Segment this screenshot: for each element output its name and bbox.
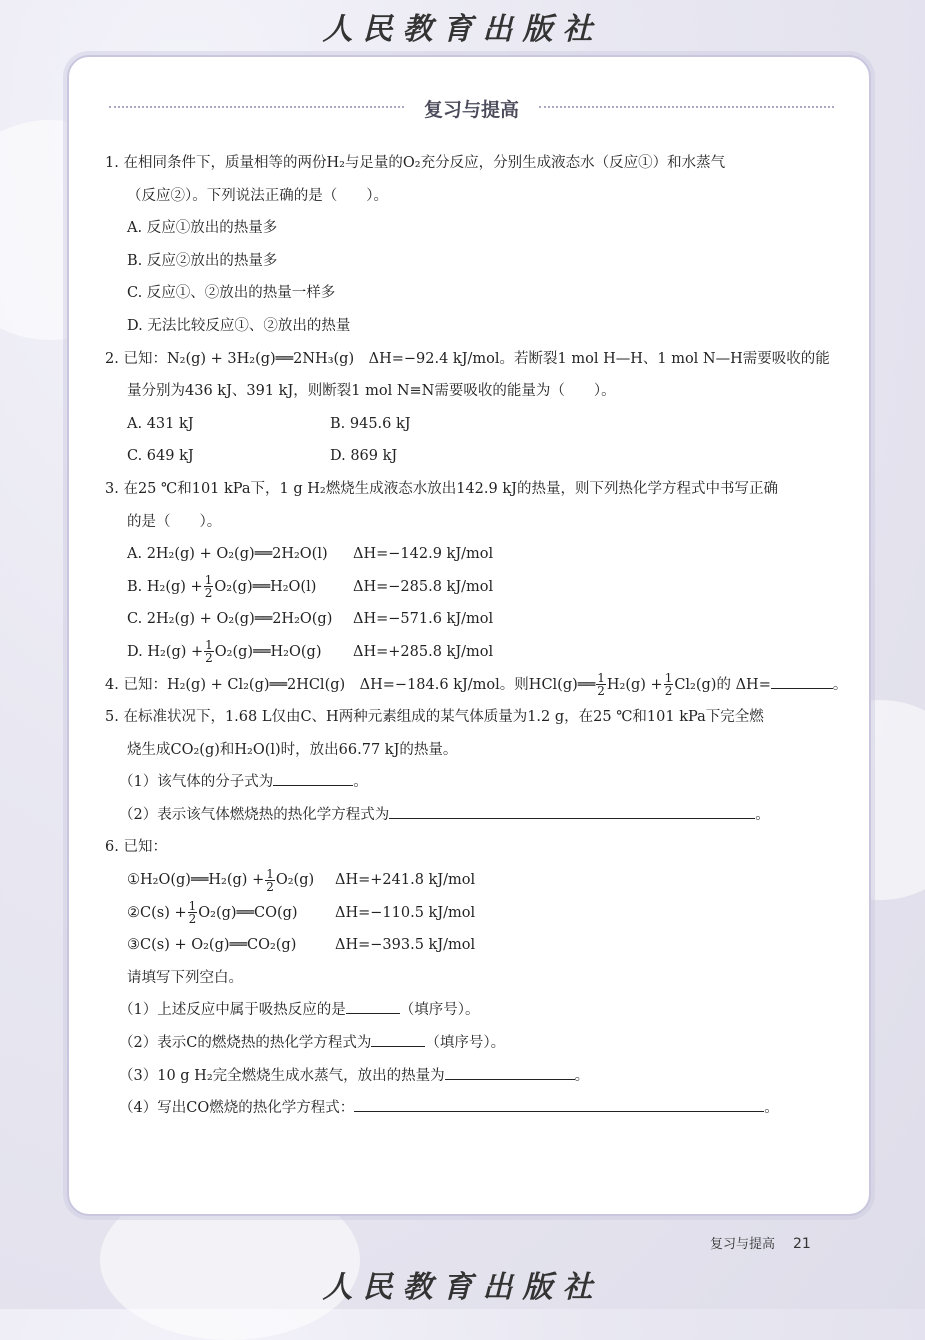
fraction-one-half: $\frac{1}{2}$ <box>188 899 197 927</box>
q5-part2-end: 。 <box>755 806 770 823</box>
q6-r1-pre: ①H₂O(g)══H₂(g) + <box>127 872 265 889</box>
q6-part2 <box>105 1027 835 1060</box>
q6-part1 <box>105 994 835 1027</box>
q4-text-pre: 4. 已知：H₂(g) + Cl₂(g)══2HCl(g) ΔH=−184.6 kJ/mol。则HCl(g)══ <box>105 676 596 693</box>
q5-stem-line2: 烧生成CO₂(g)和H₂O(l)时，放出66.77 kJ的热量。 <box>127 741 458 758</box>
q3-a-equation: A. 2H₂(g) + O₂(g)══2H₂O(l) <box>127 546 328 563</box>
q1-option-b: B. 反应②放出的热量多 <box>127 252 278 269</box>
publisher-logo-bottom: 人民教育出版社 <box>322 1270 603 1305</box>
q2-options-row2 <box>105 440 835 473</box>
q6-part4-end: 。 <box>764 1100 779 1117</box>
q5-part1 <box>105 766 835 799</box>
fraction-one-half: $\frac{1}{2}$ <box>266 866 274 894</box>
q4-text-mid: H₂(g) + <box>606 676 663 693</box>
q3-d-equation-pre: D. H₂(g) + <box>127 643 204 660</box>
q6-part4-blank[interactable] <box>354 1097 764 1112</box>
q3-c-enthalpy: ΔH=−571.6 kJ/mol <box>353 611 494 628</box>
q3-option-c <box>105 603 835 636</box>
q6-r2-enthalpy: ΔH=−110.5 kJ/mol <box>335 904 476 921</box>
q6-part1-end: （填序号）。 <box>399 1002 480 1019</box>
q6-part3-end: 。 <box>574 1067 590 1084</box>
q6-part4 <box>105 1092 835 1125</box>
q4-text-end: 。 <box>832 676 848 693</box>
q3-b-enthalpy: ΔH=−285.8 kJ/mol <box>353 578 494 595</box>
q6-part2-text: （2）表示C的燃烧热的热化学方程式为 <box>119 1035 372 1052</box>
section-header <box>109 95 834 119</box>
q3-d-enthalpy: ΔH=+285.8 kJ/mol <box>353 643 494 660</box>
q6-part1-text: （1）上述反应中属于吸热反应的是 <box>119 1002 346 1019</box>
page-number: 21 <box>793 1236 811 1252</box>
publisher-logo-top: 人民教育出版社 <box>322 12 603 47</box>
q6-r2-pre: ②C(s) + <box>127 904 187 921</box>
q6-part3 <box>105 1060 835 1093</box>
q2-option-c: C. 649 kJ <box>127 448 194 465</box>
q4-answer-blank[interactable] <box>771 674 833 689</box>
q5-part2-blank[interactable] <box>389 804 755 819</box>
q5-part1-blank[interactable] <box>273 771 353 786</box>
q6-r3-enthalpy: ΔH=−393.5 kJ/mol <box>335 937 476 954</box>
q3-option-b <box>105 571 835 604</box>
q6-reaction-3 <box>105 929 835 962</box>
q6-part2-end: （填序号）。 <box>425 1035 506 1052</box>
q3-stem-line2: 的是（ ）。 <box>127 513 222 530</box>
q5-stem-line1: 5. 在标准状况下，1.68 L仅由C、H两种元素组成的某气体质量为1.2 g，在25 ℃和101 kPa下完全燃 <box>105 709 764 726</box>
q1-option-a: A. 反应①放出的热量多 <box>127 220 278 237</box>
footer-section-label: 复习与提高 <box>710 1237 776 1252</box>
q2-stem-line2: 量分别为436 kJ、391 kJ，则断裂1 mol N≡N需要吸收的能量为（ ）。 <box>127 383 616 400</box>
fraction-one-half: $\frac{1}{2}$ <box>597 671 605 698</box>
fraction-one-half: $\frac{1}{2}$ <box>204 573 213 601</box>
q3-b-equation-post: O₂(g)══H₂O(l) <box>214 578 317 595</box>
page-footer <box>710 1233 811 1252</box>
q3-option-d <box>105 636 835 669</box>
q1-stem-line2: （反应②）。下列说法正确的是（ ）。 <box>127 187 388 204</box>
q6-r2-post: O₂(g)══CO(g) <box>198 904 298 921</box>
q5-part1-end: 。 <box>353 774 368 791</box>
dotted-divider-right <box>539 106 834 108</box>
q4-stem <box>105 669 848 702</box>
q6-part1-blank[interactable] <box>346 999 400 1014</box>
q6-part3-text: （3）10 g H₂完全燃烧生成水蒸气，放出的热量为 <box>119 1067 445 1084</box>
q2-option-a: A. 431 kJ <box>127 415 194 432</box>
q6-reaction-1 <box>105 864 835 897</box>
fraction-one-half: $\frac{1}{2}$ <box>664 671 673 698</box>
q2-option-d: D. 869 kJ <box>330 448 398 465</box>
q6-part2-blank[interactable] <box>371 1032 425 1047</box>
q3-stem-line1: 3. 在25 ℃和101 kPa下，1 g H₂燃烧生成液态水放出142.9 kJ的热量，则下列热化学方程式中书写正确 <box>105 480 778 497</box>
q5-part2 <box>105 799 835 832</box>
q2-option-b: B. 945.6 kJ <box>330 415 411 432</box>
section-title: 复习与提高 <box>423 99 519 121</box>
q3-b-equation-pre: B. H₂(g) + <box>127 578 203 595</box>
q6-stem: 6. 已知： <box>105 839 167 856</box>
q5-part2-text: （2）表示该气体燃烧热的热化学方程式为 <box>119 806 390 823</box>
q6-instruction: 请填写下列空白。 <box>127 969 243 986</box>
q2-stem-line1: 2. 已知：N₂(g) + 3H₂(g)══2NH₃(g) ΔH=−92.4 kJ/mol。若断裂1 mol H—H、1 mol N—H需要吸收的能 <box>105 350 830 367</box>
q6-reaction-2 <box>105 897 835 930</box>
q3-c-equation: C. 2H₂(g) + O₂(g)══2H₂O(g) <box>127 611 333 628</box>
q6-part4-text: （4）写出CO燃烧的热化学方程式： <box>119 1100 355 1117</box>
q6-part3-blank[interactable] <box>445 1065 575 1080</box>
q3-a-enthalpy: ΔH=−142.9 kJ/mol <box>353 546 494 563</box>
fraction-one-half: $\frac{1}{2}$ <box>205 638 213 666</box>
q6-r3-equation: ③C(s) + O₂(g)══CO₂(g) <box>127 937 297 954</box>
exercise-list <box>105 147 848 1125</box>
q3-d-equation-post: O₂(g)══H₂O(g) <box>214 643 322 660</box>
q1-option-c: C. 反应①、②放出的热量一样多 <box>127 285 336 302</box>
q6-r1-enthalpy: ΔH=+241.8 kJ/mol <box>335 872 476 889</box>
q3-option-a <box>105 538 835 571</box>
q1-stem-line1: 1. 在相同条件下，质量相等的两份H₂与足量的O₂充分反应，分别生成液态水（反应①）和水蒸气 <box>105 155 726 171</box>
q2-options-row1 <box>105 408 835 441</box>
q5-part1-text: （1）该气体的分子式为 <box>119 774 274 791</box>
q1-option-d: D. 无法比较反应①、②放出的热量 <box>127 317 351 334</box>
q6-r1-post: O₂(g) <box>275 872 315 889</box>
q4-text-post: Cl₂(g)的 ΔH= <box>674 676 771 693</box>
page-card <box>67 55 871 1216</box>
